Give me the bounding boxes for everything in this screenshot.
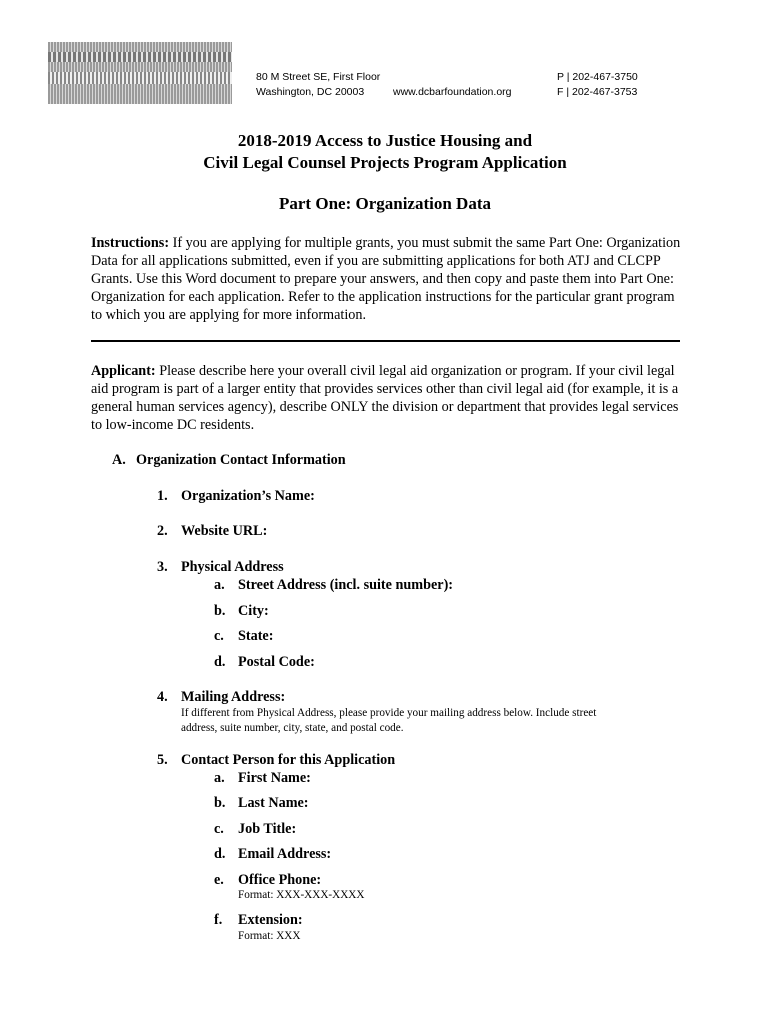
title-line-1: 2018-2019 Access to Justice Housing and xyxy=(237,131,533,150)
item-letter: b. xyxy=(214,603,226,619)
address-line-2: Washington, DC 20003 xyxy=(256,86,365,98)
section-a-marker: A. xyxy=(112,452,126,468)
item-letter: c. xyxy=(214,628,224,644)
item-letter: b. xyxy=(214,795,226,811)
header-address xyxy=(256,70,380,100)
item-letter: a. xyxy=(214,770,225,786)
field-label: Postal Code: xyxy=(238,654,315,670)
title-line-2: Civil Legal Counsel Projects Program Application xyxy=(203,153,567,172)
item-letter: e. xyxy=(214,872,224,888)
address-line-1: 80 M Street SE, First Floor xyxy=(256,71,381,83)
field-label: Street Address (incl. suite number): xyxy=(238,577,454,593)
field-state xyxy=(214,627,273,645)
phone-number: P | 202-467-3750 xyxy=(557,71,638,83)
field-email-address xyxy=(214,845,331,863)
field-contact-person xyxy=(157,751,395,769)
field-label: First Name: xyxy=(238,770,311,786)
mailing-address-note xyxy=(181,706,596,736)
field-postal-code xyxy=(214,653,315,671)
extension-format-note: Format: XXX xyxy=(238,930,301,942)
document-title xyxy=(0,130,770,174)
item-letter: f. xyxy=(214,912,223,928)
field-label: Mailing Address: xyxy=(181,689,286,705)
field-label: Extension: xyxy=(238,912,303,928)
field-first-name xyxy=(214,769,311,787)
field-physical-address xyxy=(157,558,284,576)
item-letter: c. xyxy=(214,821,224,837)
section-a-heading xyxy=(112,451,346,469)
office-phone-format-note: Format: XXX-XXX-XXXX xyxy=(238,889,365,901)
instructions-paragraph xyxy=(91,234,687,324)
instructions-label: Instructions: xyxy=(91,235,170,251)
item-letter: d. xyxy=(214,654,226,670)
field-label: Job Title: xyxy=(238,821,297,837)
field-mailing-address xyxy=(157,688,285,706)
note-line-1: If different from Physical Address, please provide your mailing address below. Include street xyxy=(181,707,597,719)
item-letter: d. xyxy=(214,846,226,862)
instructions-text: If you are applying for multiple grants, you must submit the same Part One: Organization Data for all applications submitted, even if you are submitting applications for both ATJ and CLCPP Grants. Use this Word document to prepare your answers, and then copy and paste them into Part One: Organization for each application. Refer to the application instructions for the particular grant program to which you are applying for more information. xyxy=(91,235,681,323)
item-number: 5. xyxy=(157,752,168,768)
fax-number: F | 202-467-3753 xyxy=(557,86,638,98)
item-number: 1. xyxy=(157,488,168,504)
applicant-paragraph xyxy=(91,362,687,434)
field-website-url xyxy=(157,522,267,540)
field-label: Email Address: xyxy=(238,846,332,862)
field-label: City: xyxy=(238,603,269,619)
field-organization-name xyxy=(157,487,315,505)
field-label: State: xyxy=(238,628,274,644)
field-label: Physical Address xyxy=(181,559,284,575)
item-letter: a. xyxy=(214,577,225,593)
field-label: Website URL: xyxy=(181,523,268,539)
field-label: Contact Person for this Application xyxy=(181,752,396,768)
horizontal-divider xyxy=(91,340,680,342)
field-street-address xyxy=(214,576,453,594)
part-title: Part One: Organization Data xyxy=(279,194,491,213)
field-extension xyxy=(214,911,303,929)
field-city xyxy=(214,602,269,620)
applicant-label: Applicant: xyxy=(91,363,156,379)
field-job-title xyxy=(214,820,296,838)
field-label: Last Name: xyxy=(238,795,309,811)
item-number: 3. xyxy=(157,559,168,575)
item-number: 2. xyxy=(157,523,168,539)
section-a-title: Organization Contact Information xyxy=(136,452,346,468)
field-label: Office Phone: xyxy=(238,872,322,888)
field-last-name xyxy=(214,794,309,812)
note-line-2: address, suite number, city, state, and postal code. xyxy=(181,722,404,734)
header-website: www.dcbarfoundation.org xyxy=(393,86,512,98)
applicant-text: Please describe here your overall civil legal aid organization or program. If your civil legal aid program is part of a larger entity that provides services other than civil legal aid (for example, it is a general human services agency), describe ONLY the division or department that provides legal services to low-income DC residents. xyxy=(91,363,679,433)
field-office-phone xyxy=(214,871,321,889)
field-label: Organization’s Name: xyxy=(181,488,315,504)
item-number: 4. xyxy=(157,689,168,705)
header-contact-numbers xyxy=(557,70,638,100)
dc-bar-foundation-logo xyxy=(48,42,232,104)
